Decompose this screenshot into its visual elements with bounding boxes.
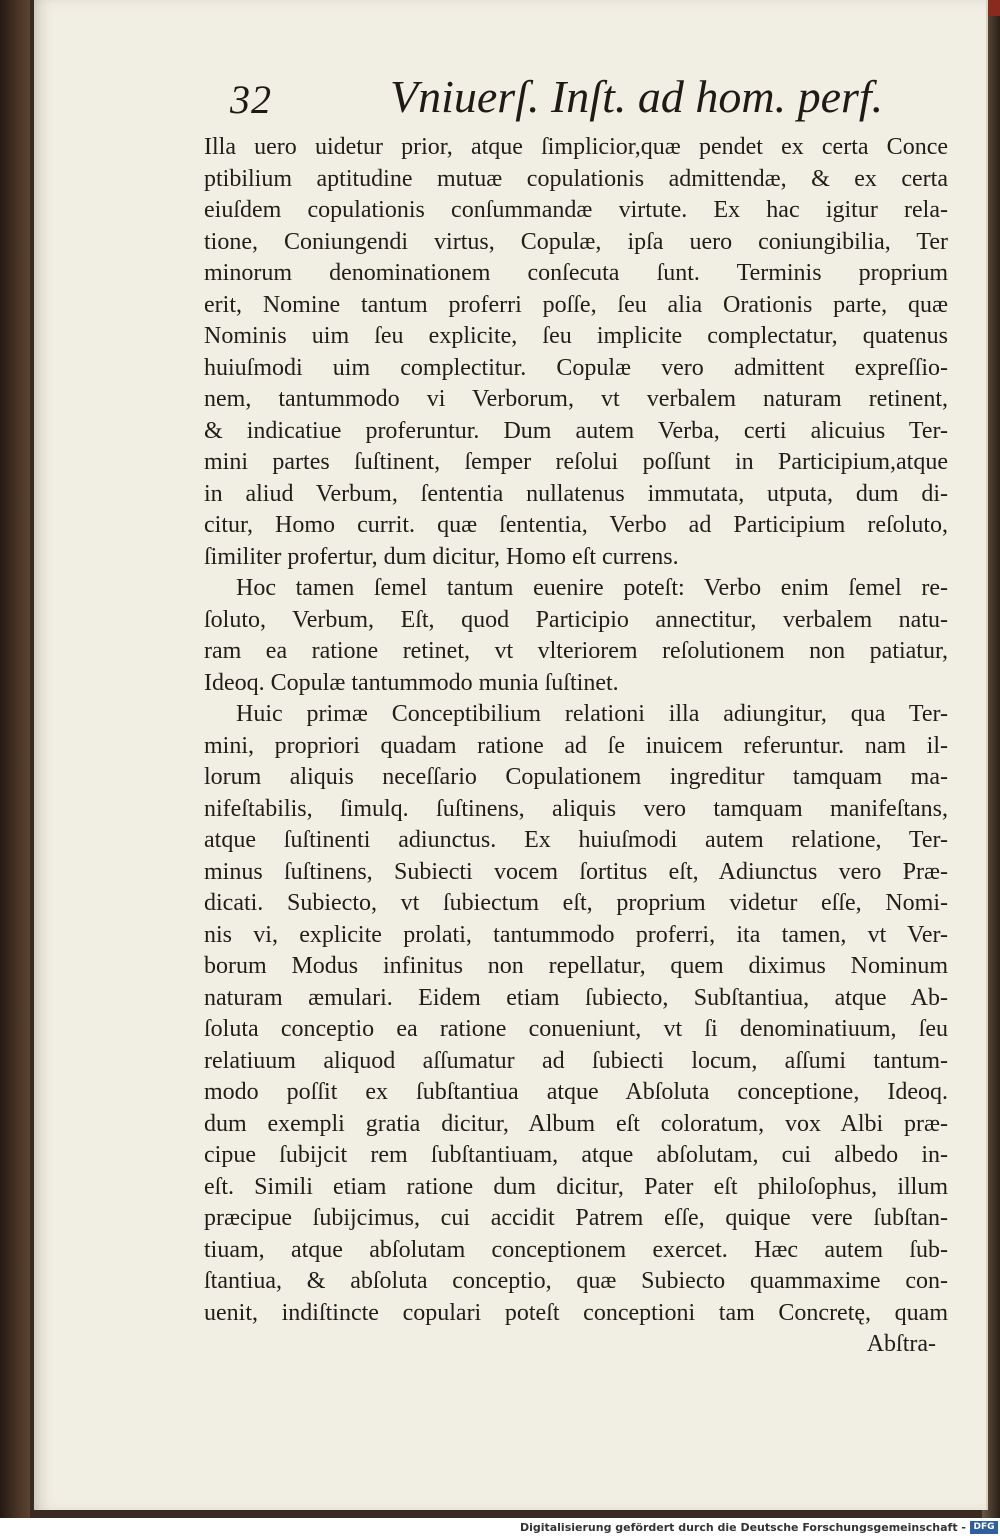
text-line: ſtantiua, & abſoluta conceptio, quæ Subiecto quammaxime con- (204, 1268, 948, 1294)
text-line: Illa uero uidetur prior, atque ſimplicior,quæ pendet ex certa Conce (204, 134, 948, 160)
text-line: dum exempli gratia dicitur, Album eſt coloratum, vox Albi præ- (204, 1110, 948, 1137)
text-line: in aliud Verbum, ſententia nullatenus immutata, utputa, dum di- (204, 480, 948, 507)
funding-credit: Digitalisierung gefördert durch die Deutsche Forschungsgemeinschaft - (519, 1521, 966, 1534)
paragraph-first-line: Huic primæ Conceptibilium relationi illa adiungitur, qua Ter- (236, 701, 948, 727)
text-line: borum Modus infinitus non repellatur, quem diximus Nominum (204, 953, 948, 979)
text-line: nis vi, explicite prolati, tantummodo proferri, ita tamen, vt Ver- (204, 921, 948, 948)
text-line: atque ſuſtinenti adiunctus. Ex huiuſmodi autem relatione, Ter- (204, 827, 948, 853)
text-line: huiuſmodi uim complectitur. Copulæ vero admittent expreſſio- (204, 354, 948, 381)
text-line: cipue ſubijcit rem ſubſtantiuam, atque abſolutam, cui albedo in- (204, 1142, 948, 1168)
dfg-logo: DFG (970, 1521, 998, 1534)
text-line: relatiuum aliquod aſſumatur ad ſubiecti locum, aſſumi tantum- (204, 1047, 948, 1074)
text-line: ptibilium aptitudine mutuæ copulationis admittendæ, & ex certa (204, 165, 948, 192)
text-line: citur, Homo currit. quæ ſententia, Verbo ad Participium reſoluto, (204, 512, 948, 538)
text-line: modo poſſit ex ſubſtantiua atque Abſoluta conceptione, Ideoq. (204, 1079, 948, 1105)
text-line: Ideoq. Copulæ tantummodo munia ſuſtinet. (204, 669, 619, 696)
text-line: eſt. Simili etiam ratione dum dicitur, Pater eſt philoſophus, illum (204, 1173, 948, 1200)
text-line: ſimiliter profertur, dum dicitur, Homo eſt currens. (204, 543, 679, 570)
catchword: Abſtra- (866, 1331, 936, 1357)
body-text (204, 132, 948, 1361)
text-line: ſoluta conceptio ea ratione conueniunt, vt ſi denominatiuum, ſeu (204, 1016, 948, 1042)
text-line: minorum denominationem conſecuta ſunt. Terminis proprium (204, 260, 948, 286)
text-line: lorum aliquis neceſſario Copulationem ingreditur tamquam ma- (204, 764, 948, 790)
text-line: mini partes ſuſtinent, ſemper reſolui poſſunt in Participium,atque (204, 449, 948, 475)
paragraph-first-line: Hoc tamen ſemel tantum euenire poteſt: Verbo enim ſemel re- (236, 575, 948, 601)
text-line: ram ea ratione retinet, vt vlteriorem reſolutionem non patiatur, (204, 638, 948, 664)
text-line: tiuam, atque abſolutam conceptionem exercet. Hæc autem ſub- (204, 1236, 948, 1263)
text-line: eiuſdem copulationis conſummandæ virtute. Ex hac igitur rela- (204, 197, 948, 223)
text-line: ſoluto, Verbum, Eſt, quod Participio annectitur, verbalem natu- (204, 606, 948, 633)
text-line: mini, propriori quadam ratione ad ſe inuicem referuntur. nam il- (204, 732, 948, 759)
text-line: tione, Coniungendi virtus, Copulæ, ipſa uero coniungibilia, Ter (204, 228, 948, 255)
binding-edge (0, 0, 30, 1518)
text-line: nifeſtabilis, ſimulq. ſuſtinens, aliquis vero tamquam manifeſtans, (204, 795, 948, 822)
text-line: Nominis uim ſeu explicite, ſeu implicite complectatur, quatenus (204, 323, 948, 349)
digitization-footer (0, 1518, 1000, 1538)
text-line: & indicatiue proferuntur. Dum autem Verba, certi alicuius Ter- (204, 417, 948, 444)
text-line: nem, tantummodo vi Verborum, vt verbalem naturam retinent, (204, 386, 948, 412)
text-line: minus ſuſtinens, Subiecti vocem ſortitus eſt, Adiunctus vero Præ- (204, 858, 948, 885)
text-line: naturam æmulari. Eidem etiam ſubiecto, Subſtantiua, atque Ab- (204, 984, 948, 1011)
running-head (230, 70, 884, 130)
text-line: dicati. Subiecto, vt ſubiectum eſt, proprium videtur eſſe, Nomi- (204, 890, 948, 916)
text-line: præcipue ſubijcimus, cui accidit Patrem eſſe, quique vere ſubſtan- (204, 1205, 948, 1231)
page-number: 32 (230, 77, 272, 122)
running-title: Vniuerſ. Inſt. ad hom. perf. (390, 71, 884, 122)
text-line: uenit, indiſtincte copulari poteſt conceptioni tam Concretę, quam (204, 1299, 948, 1326)
text-line: erit, Nomine tantum proferri poſſe, ſeu alia Orationis parte, quæ (204, 291, 948, 318)
